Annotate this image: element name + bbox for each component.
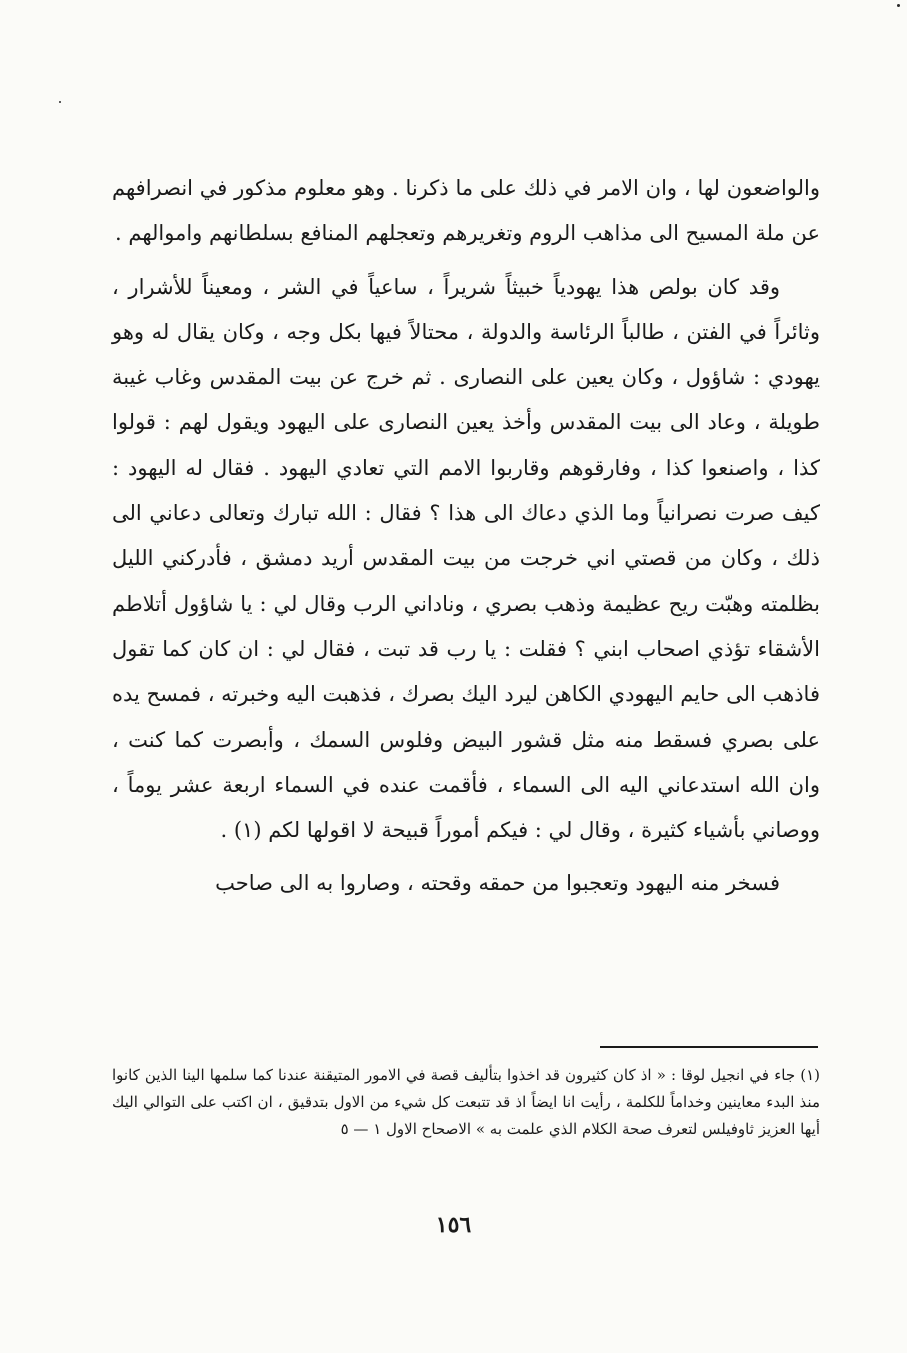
footnote-text: (١) جاء في انجيل لوقا : « اذ كان كثيرون قد اخذوا بتأليف قصة في الامور المتيقنة عندنا كما سلمها الينا الذين كانوا منذ البدء معاينين وخداماً للكلمة ، رأيت انا ايضاً اذ قد تتبعت كل شيء من الاول بتدقيق ، ان اكتب على التوالي اليك أيها العزيز ثاوفيلس لتعرف صحة الكلام الذي علمت به » الاصحاح الاول ١ — ٥ — [112, 1066, 820, 1138]
page-number: ١٥٦ — [435, 1212, 472, 1238]
scan-speck — [59, 101, 61, 103]
footnote — [112, 1062, 820, 1143]
paragraph-1: والواضعون لها ، وان الامر في ذلك على ما ذكرنا . وهو معلوم مذكور في انصرافهم عن ملة المسيح الى مذاهب الروم وتغريرهم وتعجلهم المنافع بسلطانهم واموالهم . — [112, 176, 820, 246]
scan-speck — [897, 4, 900, 7]
footnote-divider — [600, 1046, 818, 1048]
paragraph-3: فسخر منه اليهود وتعجبوا من حمقه وقحته ، وصاروا به الى صاحب — [215, 871, 780, 896]
main-text — [112, 166, 820, 907]
paragraph-2: وقد كان بولص هذا يهودياً خبيثاً شريراً ، ساعياً في الشر ، ومعيناً للأشرار ، وثائراً في الفتن ، طالباً الرئاسة والدولة ، محتالاً فيها بكل وجه ، وكان يقال له وهو يهودي : شاؤول ، وكان يعين على النصارى . ثم خرج عن بيت المقدس وغاب غيبة طويلة ، وعاد الى بيت المقدس وأخذ يعين النصارى على اليهود ويقول لهم : قولوا كذا ، واصنعوا كذا ، وفارقوهم وقاربوا الامم التي تعادي اليهود . فقال له اليهود : كيف صرت نصرانياً وما الذي دعاك الى هذا ؟ فقال : الله تبارك وتعالى دعاني الى ذلك ، وكان من قصتي اني خرجت من بيت المقدس أريد دمشق ، فأدركني الليل بظلمته وهبّت ريح عظيمة وذهب بصري ، وناداني الرب وقال لي : يا شاؤول أتلاطم الأشقاء تؤذي اصحاب ابني ؟ فقلت : يا رب قد تبت ، فقال لي : ان كان كما تقول فاذهب الى حايم اليهودي الكاهن ليرد اليك بصرك ، فذهبت اليه وخبرته ، فمسح يده على بصري فسقط منه مثل قشور البيض وفلوس السمك ، وأبصرت كما كنت ، وان الله استدعاني اليه الى السماء ، فأقمت عنده في السماء اربعة عشر يوماً ، ووصاني بأشياء كثيرة ، وقال لي : فيكم أموراً قبيحة لا اقولها لكم (١) . — [112, 274, 820, 843]
